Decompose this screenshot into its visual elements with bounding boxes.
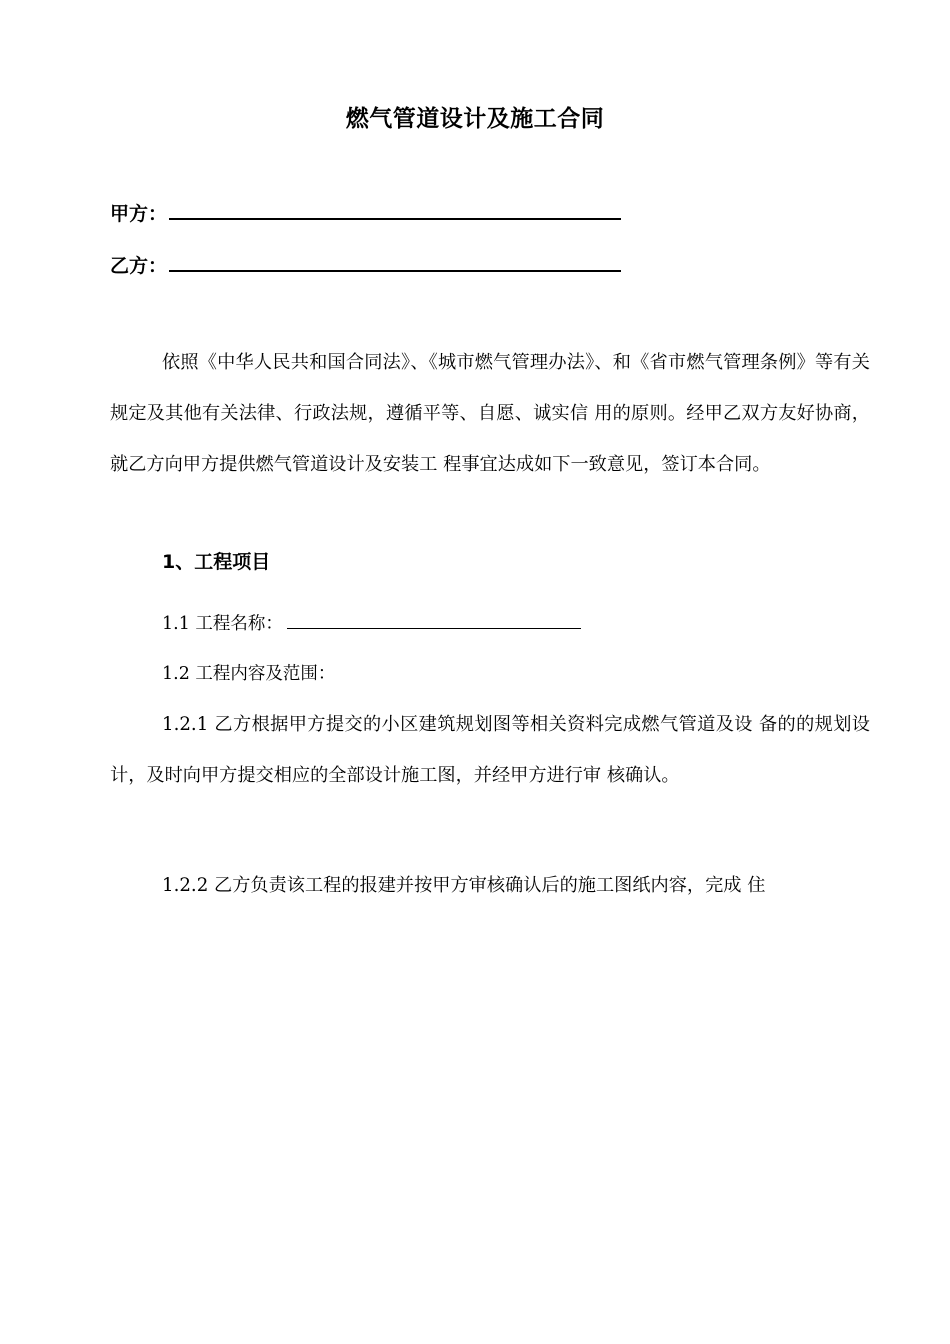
project-name-blank [287, 611, 581, 629]
item-1-2-1-paragraph: 1.2.1 乙方根据甲方提交的小区建筑规划图等相关资料完成燃气管道及设 备的的规划设计，及时向甲方提交相应的全部设计施工图，并经甲方进行审 核确认。 [110, 714, 870, 786]
section-1-heading: 1、工程项目 [162, 551, 271, 573]
item-1-1-line [162, 609, 581, 639]
party-a-line [110, 199, 621, 229]
preamble-paragraph: 依照《中华人民共和国合同法》、《城市燃气管理办法》、和《省市燃气管理条例》等有关规定及其他有关法律、行政法规，遵循平等、自愿、诚实信 用的原则。经甲乙双方友好协商，就乙方向甲方提供燃气管道设计及安装工 程事宜达成如下一致意见，签订本合同。 [110, 352, 870, 475]
item-1-2-2-paragraph: 1.2.2 乙方负责该工程的报建并按甲方审核确认后的施工图纸内容，完成 住 [162, 875, 766, 896]
party-a-blank [169, 199, 621, 220]
party-b-blank [169, 251, 621, 272]
party-a-label: 甲方： [110, 203, 168, 225]
item-1-1-label: 1.1 工程名称： [162, 614, 283, 634]
party-b-line [110, 251, 621, 281]
item-1-2-label: 1.2 工程内容及范围： [162, 664, 336, 684]
document-title: 燃气管道设计及施工合同 [345, 106, 605, 132]
party-b-label: 乙方： [110, 255, 168, 277]
